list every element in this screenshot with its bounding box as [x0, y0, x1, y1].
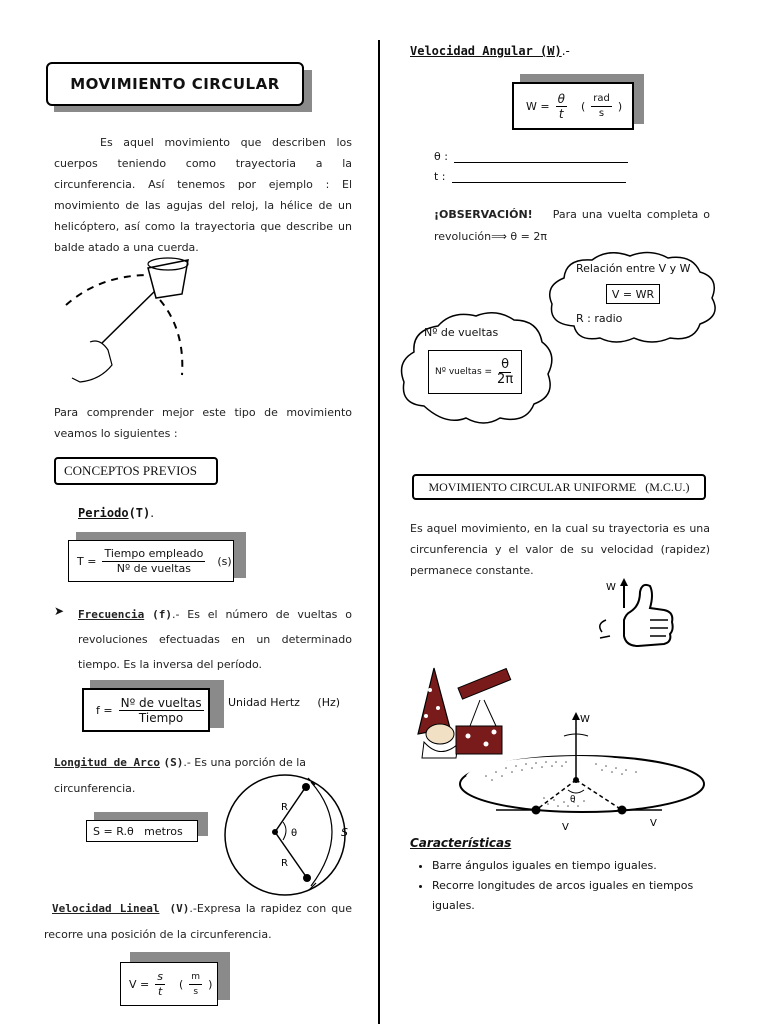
arc-angle-label: θ — [291, 828, 298, 839]
t-definition-line — [434, 170, 626, 183]
velocidad-lineal-paragraph — [44, 896, 352, 948]
observacion-paragraph — [434, 204, 710, 248]
velocidad-angular-title: Velocidad Angular (W) — [410, 44, 562, 58]
periodo-denominator: Nº de vueltas — [116, 561, 191, 575]
observacion-equation: θ = 2π — [510, 230, 547, 243]
observacion-label: ¡OBSERVACIÓN! — [434, 208, 533, 221]
frecuencia-symbol: (f) — [152, 608, 172, 621]
cloud-vueltas-denominator: 2π — [497, 371, 514, 387]
bucket-illustration — [60, 250, 200, 390]
velocidad-lineal-denominator: t — [157, 984, 163, 998]
bullet-arrow-icon: ➤ — [54, 604, 65, 618]
velocidad-angular-heading — [410, 44, 570, 58]
periodo-symbol: (T) — [128, 506, 151, 520]
frecuencia-lhs: f = — [96, 703, 113, 717]
velocidad-lineal-symbol: (V) — [169, 902, 190, 915]
velocidad-angular-denominator: t — [558, 106, 564, 121]
thumb-w-label: W — [606, 582, 616, 593]
arc-r1-label: R — [281, 802, 288, 813]
arc-r2-label: R — [281, 858, 288, 869]
velocidad-lineal-title: Velocidad Lineal — [52, 902, 160, 915]
disk-w-label: W — [580, 714, 590, 725]
velocidad-lineal-lhs: V = — [129, 977, 150, 991]
cloud-relation-title: Relación entre V y W — [576, 262, 691, 275]
velocidad-lineal-unit-den: s — [193, 986, 199, 997]
intro-paragraph: Es aquel movimiento que describen los cuerpos teniendo como trayectoria a la circunferencia. Así tenemos por ejemplo : El movimiento de las agujas del reloj, la hélice de un helicóptero, así como la trayectoria que describe un balde atado a una cuerda. — [54, 136, 352, 254]
velocidad-lineal-formula-box: V = $\frac{s}{t}$ ( $\frac{m}{s}$ ) — [120, 962, 218, 1006]
periodo-formula-box — [68, 540, 234, 582]
t-label: t : — [434, 170, 446, 183]
column-divider — [378, 40, 380, 1024]
disk-v1-label: V — [562, 822, 569, 830]
mcu-box — [412, 474, 706, 500]
mcu-label: MOVIMIENTO CIRCULAR UNIFORME (M.C.U.) — [428, 479, 690, 494]
longitud-formula-box: S = R.θ metros — [86, 820, 198, 842]
velocidad-angular-suffix: .- — [561, 44, 570, 58]
periodo-suffix: . — [150, 506, 155, 520]
velocidad-lineal-numerator: s — [157, 969, 163, 983]
arc-length-diagram — [215, 770, 360, 900]
velocidad-lineal-unit-num: m — [189, 970, 202, 985]
observacion-text: Para una vuelta completa o revolución — [434, 208, 710, 243]
velocidad-angular-unit-num: rad — [591, 92, 612, 107]
frecuencia-title: Frecuencia — [78, 608, 145, 621]
cloud-relation-note: R : radio — [576, 312, 623, 325]
conceptos-box — [54, 457, 218, 485]
periodo-numerator: Tiempo empleado — [104, 546, 204, 560]
theta-label: θ : — [434, 150, 448, 163]
intro2-paragraph: Para comprender mejor este tipo de movimiento veamos lo siguientes : — [54, 406, 352, 440]
periodo-unit: (s) — [217, 554, 232, 568]
velocidad-angular-formula-box: W = $\frac{\theta}{t}$ ( $\frac{\text{rad}}{s}$ ) — [512, 82, 634, 130]
velocidad-angular-lhs: W = — [526, 99, 550, 113]
cloud-vueltas-lhs: Nº vueltas = — [435, 367, 493, 377]
caracteristicas-heading — [410, 836, 511, 850]
frecuencia-paragraph — [78, 602, 352, 677]
implies-arrow-icon: ⟹ — [491, 230, 507, 243]
cloud-vueltas-formula-box — [428, 350, 522, 394]
mcu-paragraph: Es aquel movimiento, en la cual su trayectoria es una circunferencia y el valor de su velocidad (rapidez) permanece constante. — [410, 522, 710, 577]
longitud-text: .- Es una porción de la circunferencia. — [54, 756, 307, 795]
conceptos-label: CONCEPTOS PREVIOS — [64, 463, 198, 478]
cloud-vueltas-title: Nº de vueltas — [424, 326, 499, 339]
cloud-relation-formula: V = WR — [606, 284, 660, 304]
mcu-disk-diagram — [456, 706, 710, 830]
thumbs-up-icon — [598, 576, 680, 652]
caracteristicas-title: Características — [410, 836, 512, 850]
periodo-heading — [78, 506, 154, 520]
page-title: MOVIMIENTO CIRCULAR — [70, 75, 280, 93]
velocidad-lineal-text: .-Expresa la rapidez con que recorre una posición de la circunferencia. — [44, 902, 352, 941]
disk-angle-label: θ — [570, 795, 576, 805]
frecuencia-formula-box — [82, 688, 210, 732]
frecuencia-text: .- Es el número de vueltas o revoluciones efectuadas en un determinado tiempo. Es la inversa del período. — [78, 608, 352, 671]
disk-v2-label: V — [650, 818, 657, 829]
cloud-vueltas-numerator: θ — [501, 356, 510, 372]
periodo-lhs: T = — [77, 554, 97, 568]
caracteristicas-list — [410, 856, 710, 916]
title-box — [46, 62, 304, 106]
longitud-symbol: (S) — [163, 756, 184, 769]
list-item: • Recorre longitudes de arcos iguales en tiempos iguales. — [432, 876, 710, 916]
arc-s-label: S — [341, 826, 348, 839]
list-item: • Barre ángulos iguales en tiempo iguales. — [432, 856, 710, 876]
velocidad-angular-numerator: θ — [557, 91, 565, 106]
longitud-title: Longitud de Arco — [54, 756, 160, 769]
frecuencia-denominator: Tiempo — [138, 710, 184, 725]
velocidad-angular-unit-den: s — [598, 107, 605, 119]
periodo-title: Periodo — [78, 506, 129, 520]
frecuencia-unit: Unidad Hertz (Hz) — [228, 696, 341, 709]
frecuencia-numerator: Nº de vueltas — [120, 695, 202, 710]
theta-definition-line — [434, 150, 628, 163]
